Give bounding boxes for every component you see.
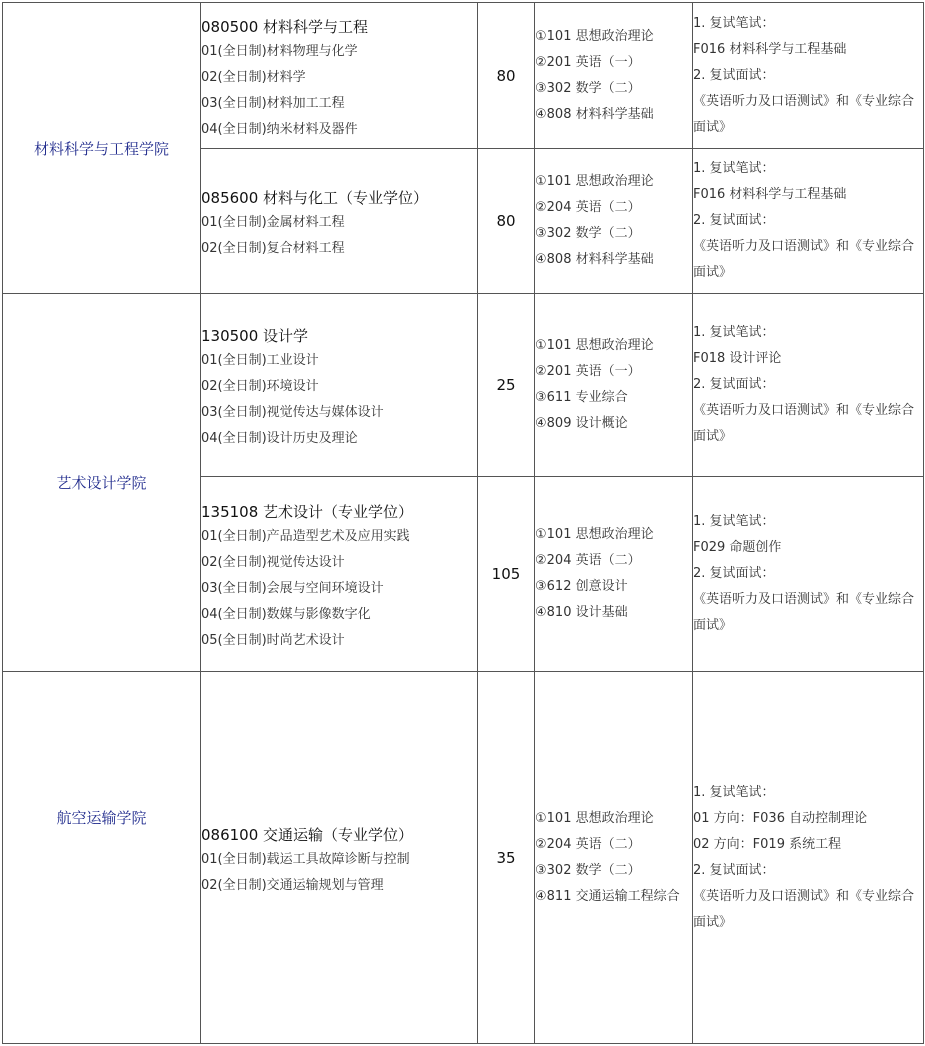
retest-cell xyxy=(693,672,924,1044)
retest-line: 02 方向：F019 系统工程 xyxy=(693,836,842,852)
direction-item: 01(全日制)载运工具故障诊断与控制 xyxy=(201,851,410,867)
retest-line: 2. 复试面试： xyxy=(693,213,775,228)
quota-cell: 105 xyxy=(478,477,535,672)
direction-item: 02(全日制)环境设计 xyxy=(201,379,319,394)
exam-subject: ④808 材料科学基础 xyxy=(535,106,654,122)
major-cell xyxy=(201,3,478,149)
quota-cell: 80 xyxy=(478,149,535,294)
exam-subjects-cell xyxy=(535,149,693,294)
college-name: 航空运输学院 xyxy=(56,809,147,827)
direction-item: 04(全日制)数媒与影像数字化 xyxy=(201,607,371,622)
direction-item: 03(全日制)材料加工工程 xyxy=(201,95,345,111)
retest-line: 《英语听力及口语测试》和《专业综合面试》 xyxy=(693,239,915,280)
retest-cell xyxy=(693,477,924,672)
exam-subject: ①101 思想政治理论 xyxy=(535,527,654,542)
major-cell xyxy=(201,672,478,1044)
major-cell xyxy=(201,149,478,294)
exam-subject: ②204 英语（二） xyxy=(535,200,641,215)
retest-line: F016 材料科学与工程基础 xyxy=(693,187,847,202)
retest-cell xyxy=(693,149,924,294)
exam-subjects-cell xyxy=(535,477,693,672)
direction-item: 01(全日制)材料物理与化学 xyxy=(201,43,358,59)
exam-subject: ①101 思想政治理论 xyxy=(535,338,654,353)
major-title: 080500 材料科学与工程 xyxy=(201,17,369,36)
direction-item: 01(全日制)工业设计 xyxy=(201,353,319,368)
exam-subject: ③302 数学（二） xyxy=(535,862,641,878)
exam-subject: ④810 设计基础 xyxy=(535,605,628,620)
exam-subject: ②204 英语（二） xyxy=(535,836,641,852)
major-title: 085600 材料与化工（专业学位） xyxy=(201,189,429,207)
retest-line: 2. 复试面试： xyxy=(693,377,775,392)
exam-subject: ②201 英语（一） xyxy=(535,54,641,70)
quota-cell: 25 xyxy=(478,294,535,477)
admissions-table xyxy=(2,2,924,1044)
table-row xyxy=(3,672,924,1044)
retest-line: 1. 复试笔试： xyxy=(693,161,775,176)
exam-subject: ③611 专业综合 xyxy=(535,390,628,405)
college-cell xyxy=(3,294,201,672)
exam-subject: ①101 思想政治理论 xyxy=(535,810,654,826)
retest-line: 1. 复试笔试： xyxy=(693,15,775,31)
exam-subject: ③302 数学（二） xyxy=(535,226,641,241)
retest-line: F016 材料科学与工程基础 xyxy=(693,41,847,57)
major-cell xyxy=(201,294,478,477)
exam-subject: ③612 创意设计 xyxy=(535,579,628,594)
exam-subject: ④808 材料科学基础 xyxy=(535,252,654,267)
exam-subject: ①101 思想政治理论 xyxy=(535,174,654,189)
exam-subject: ②201 英语（一） xyxy=(535,364,641,379)
direction-item: 02(全日制)视觉传达设计 xyxy=(201,555,345,570)
retest-line: 《英语听力及口语测试》和《专业综合面试》 xyxy=(693,592,915,633)
direction-item: 02(全日制)复合材料工程 xyxy=(201,241,345,256)
direction-item: 01(全日制)产品造型艺术及应用实践 xyxy=(201,529,410,544)
college-name: 艺术设计学院 xyxy=(56,474,147,492)
retest-line: 01 方向：F036 自动控制理论 xyxy=(693,810,868,826)
retest-line: 《英语听力及口语测试》和《专业综合面试》 xyxy=(693,888,915,930)
retest-line: 《英语听力及口语测试》和《专业综合面试》 xyxy=(693,403,915,444)
major-title: 086100 交通运输（专业学位） xyxy=(201,825,414,844)
exam-subject: ③302 数学（二） xyxy=(535,80,641,96)
quota-cell: 35 xyxy=(478,672,535,1044)
direction-item: 02(全日制)交通运输规划与管理 xyxy=(201,877,384,893)
quota-cell: 80 xyxy=(478,3,535,149)
major-title: 135108 艺术设计（专业学位） xyxy=(201,503,414,521)
college-cell xyxy=(3,672,201,1044)
exam-subjects-cell xyxy=(535,294,693,477)
exam-subject: ④809 设计概论 xyxy=(535,416,628,431)
retest-line: 1. 复试笔试： xyxy=(693,514,775,529)
retest-line: 1. 复试笔试： xyxy=(693,784,775,800)
direction-item: 03(全日制)视觉传达与媒体设计 xyxy=(201,405,384,420)
college-cell xyxy=(3,3,201,294)
direction-item: 05(全日制)时尚艺术设计 xyxy=(201,633,345,648)
retest-line: 2. 复试面试： xyxy=(693,67,775,83)
major-cell xyxy=(201,477,478,672)
exam-subjects-cell xyxy=(535,3,693,149)
direction-item: 04(全日制)设计历史及理论 xyxy=(201,431,358,446)
exam-subject: ①101 思想政治理论 xyxy=(535,28,654,44)
retest-line: F018 设计评论 xyxy=(693,351,782,366)
table-row xyxy=(3,3,924,149)
retest-line: 《英语听力及口语测试》和《专业综合面试》 xyxy=(693,93,915,135)
exam-subject: ④811 交通运输工程综合 xyxy=(535,888,680,904)
direction-item: 02(全日制)材料学 xyxy=(201,69,306,85)
college-name: 材料科学与工程学院 xyxy=(33,139,169,158)
direction-item: 03(全日制)会展与空间环境设计 xyxy=(201,581,384,596)
exam-subject: ②204 英语（二） xyxy=(535,553,641,568)
exam-subjects-cell xyxy=(535,672,693,1044)
major-title: 130500 设计学 xyxy=(201,327,309,345)
retest-line: 2. 复试面试： xyxy=(693,566,775,581)
retest-line: 2. 复试面试： xyxy=(693,862,775,878)
retest-line: 1. 复试笔试： xyxy=(693,325,775,340)
direction-item: 01(全日制)金属材料工程 xyxy=(201,215,345,230)
retest-cell xyxy=(693,294,924,477)
table-row xyxy=(3,294,924,477)
direction-item: 04(全日制)纳米材料及器件 xyxy=(201,121,358,137)
retest-line: F029 命题创作 xyxy=(693,540,782,555)
retest-cell xyxy=(693,3,924,149)
